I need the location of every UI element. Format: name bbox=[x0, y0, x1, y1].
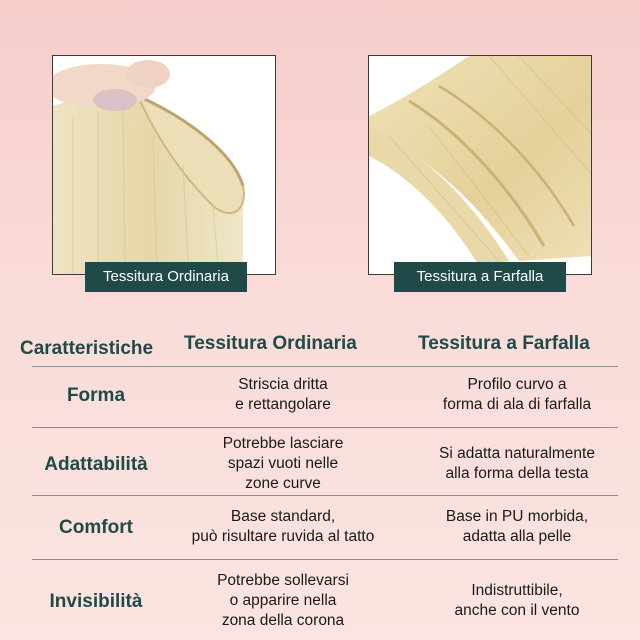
row-label-adaptability: Adattabilità bbox=[44, 454, 148, 475]
cell-butterfly-shape: Profilo curvo a forma di ala di farfalla bbox=[442, 376, 592, 413]
divider bbox=[32, 366, 618, 367]
divider bbox=[32, 427, 618, 428]
ordinary-weft-illustration bbox=[53, 56, 276, 275]
cell-butterfly-adaptability: Si adatta naturalmente alla forma della testa bbox=[439, 445, 595, 482]
cell-ordinary-comfort: Base standard, può risultare ruvida al tatto bbox=[191, 508, 375, 545]
butterfly-weft-caption: Tessitura a Farfalla bbox=[394, 262, 566, 292]
butterfly-weft-illustration bbox=[369, 56, 592, 275]
cell-ordinary-shape: Striscia dritta e rettangolare bbox=[235, 376, 331, 413]
cell-butterfly-invisibility: Indistruttibile, anche con il vento bbox=[454, 582, 580, 619]
header-ordinary-weft: Tessitura Ordinaria bbox=[184, 333, 357, 354]
row-label-invisibility: Invisibilità bbox=[49, 591, 143, 612]
header-features: Caratteristiche bbox=[20, 338, 154, 359]
butterfly-weft-photo bbox=[368, 55, 592, 275]
ordinary-weft-caption: Tessitura Ordinaria bbox=[85, 262, 247, 292]
cell-ordinary-invisibility: Potrebbe sollevarsi o apparire nella zona della corona bbox=[217, 572, 349, 629]
divider bbox=[32, 559, 618, 560]
header-butterfly-weft: Tessitura a Farfalla bbox=[418, 333, 590, 354]
cell-butterfly-comfort: Base in PU morbida, adatta alla pelle bbox=[445, 508, 589, 545]
divider bbox=[32, 495, 618, 496]
cell-ordinary-adaptability: Potrebbe lasciare spazi vuoti nelle zone curve bbox=[222, 435, 344, 492]
row-label-shape: Forma bbox=[66, 385, 126, 406]
row-label-comfort: Comfort bbox=[59, 517, 133, 538]
ordinary-weft-photo bbox=[52, 55, 276, 275]
